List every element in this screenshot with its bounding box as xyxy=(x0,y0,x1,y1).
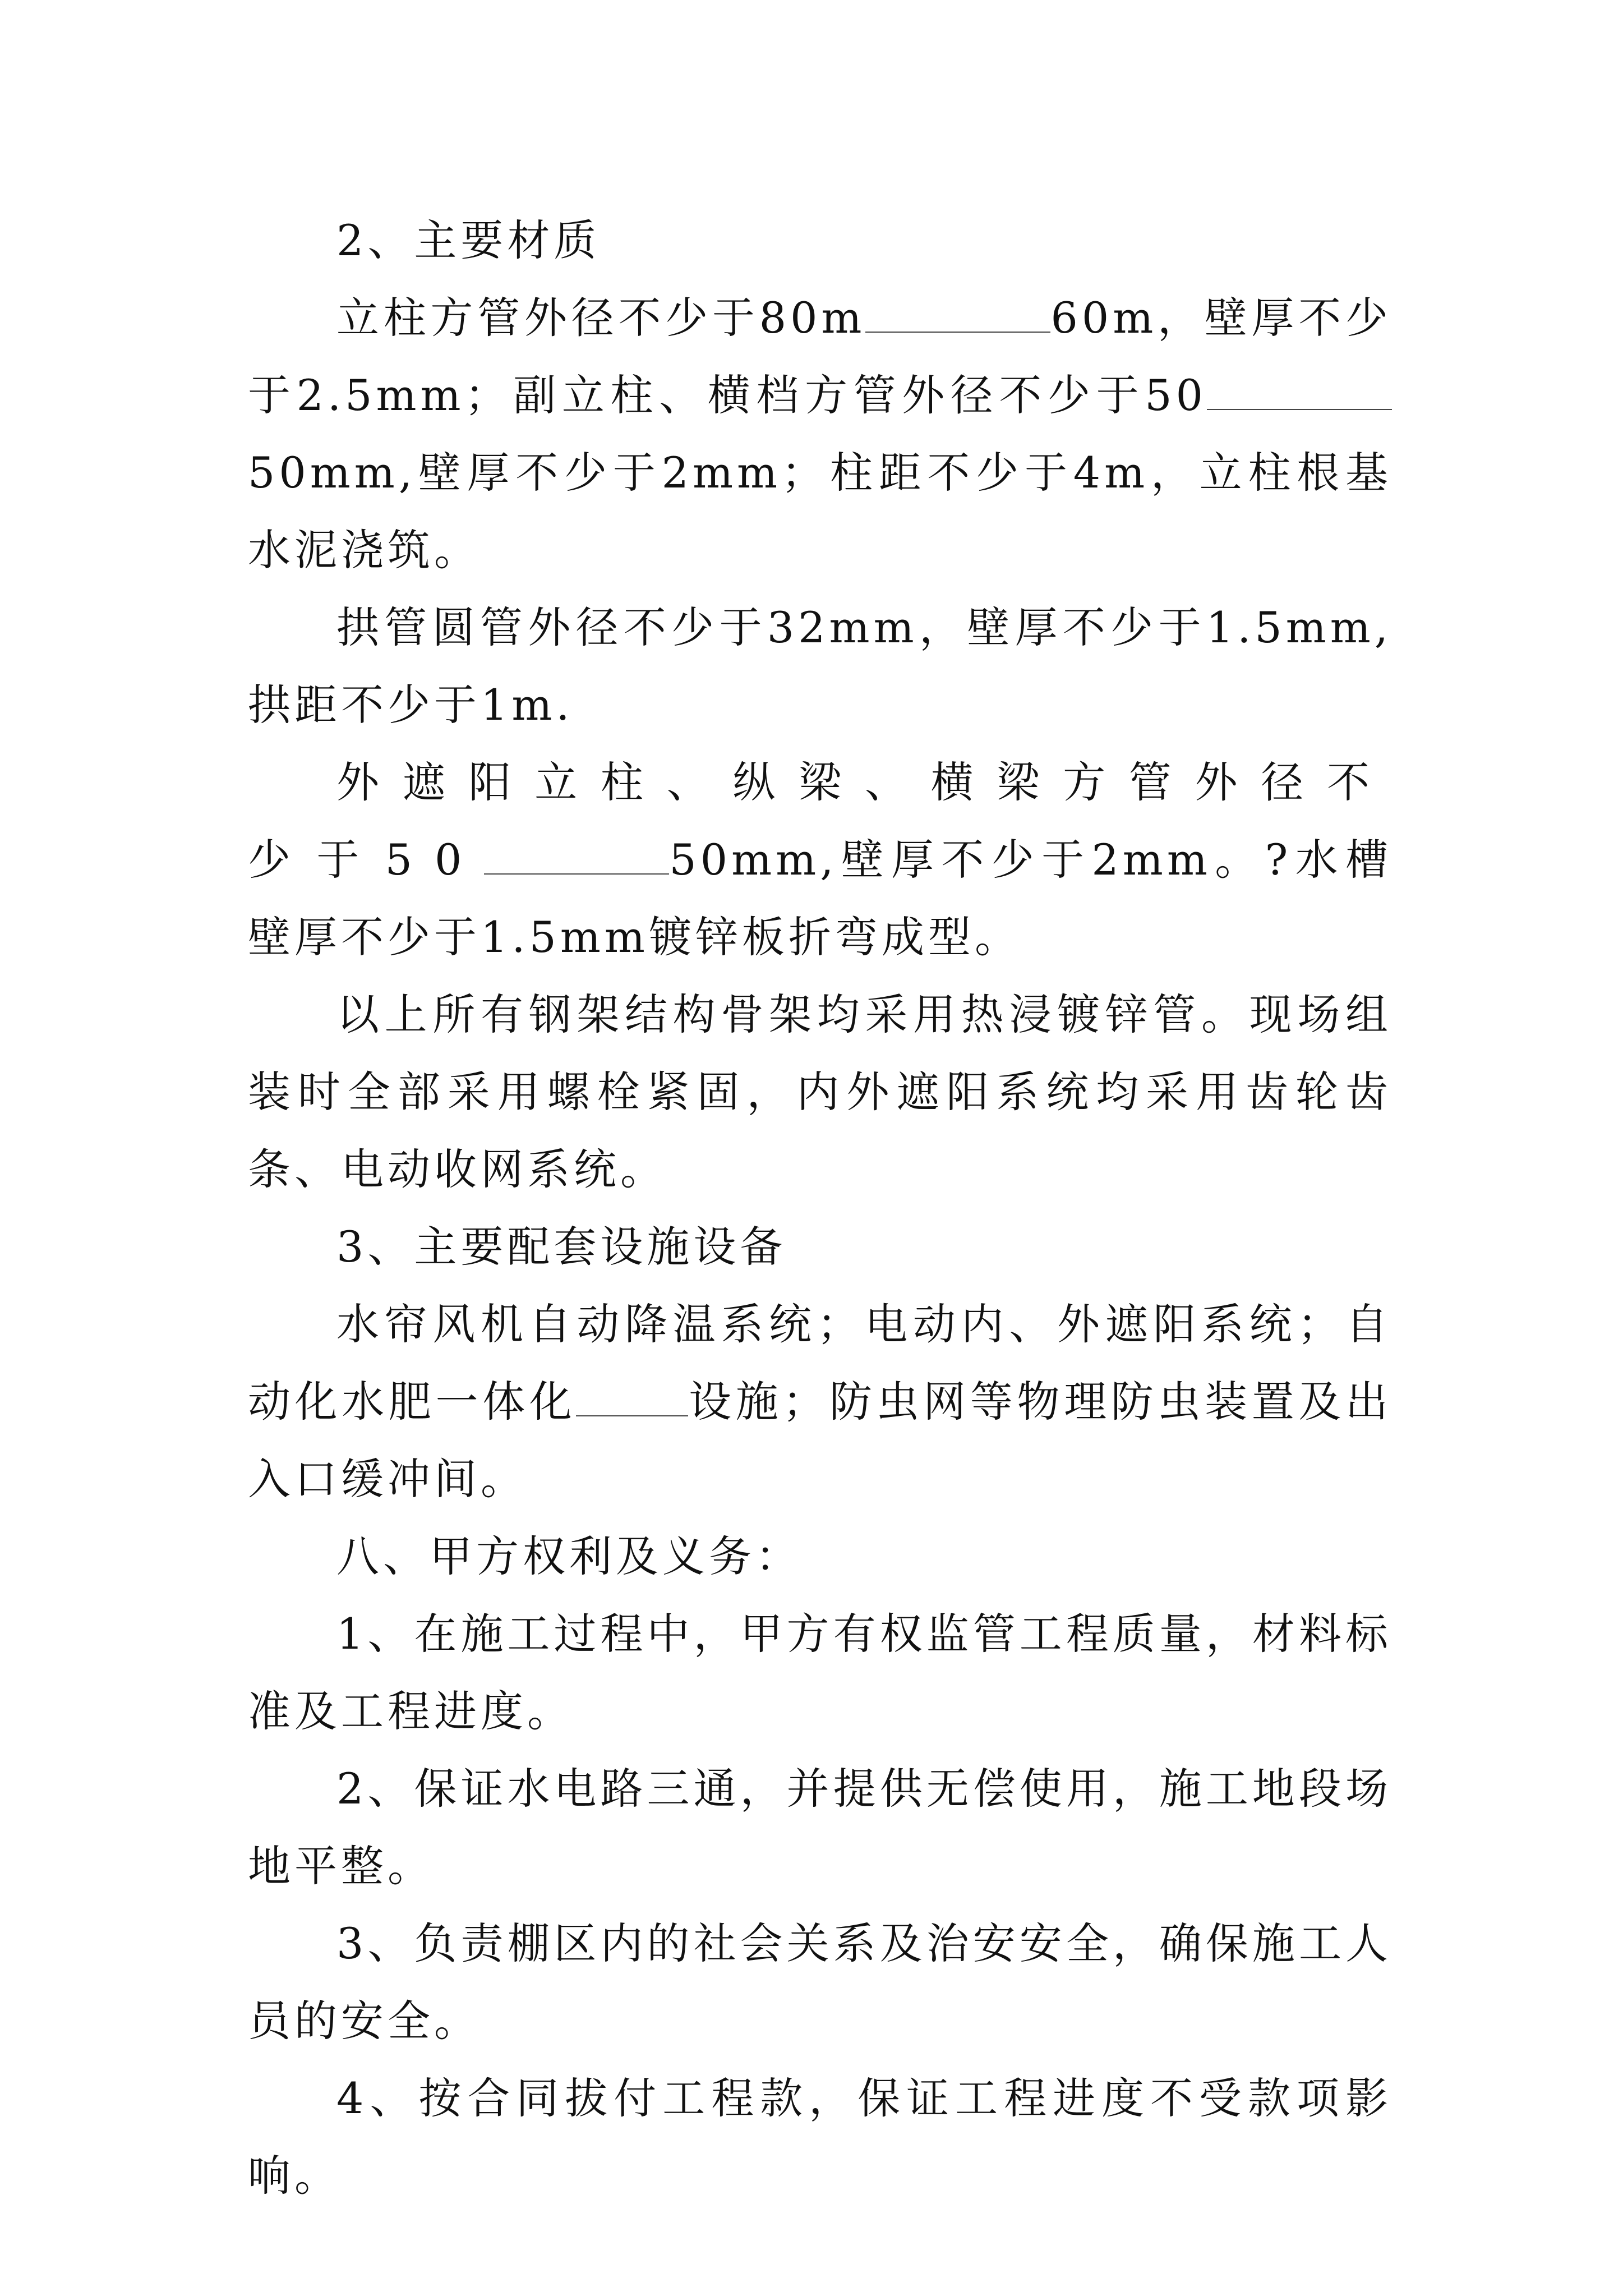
text-segment: 50mm,壁厚不少于2mm；柱距不少于4m，立柱根基水泥浇筑。 xyxy=(248,448,1392,575)
section-heading-facilities xyxy=(248,1208,1392,1286)
text-segment: 4、按合同拔付工程款，保证工程进度不受款项影响。 xyxy=(248,2073,1392,2201)
fill-blank xyxy=(576,1376,688,1416)
heading-text: 2、主要材质 xyxy=(336,215,601,265)
text-segment: 以上所有钢架结构骨架均采用热浸镀锌管。现场组装时全部采用螺栓紧固，内外遮阳系统均采用齿轮齿条、电动收网系统。 xyxy=(248,990,1392,1194)
text-segment: 1、在施工过程中，甲方有权监管工程质量，材料标准及工程进度。 xyxy=(248,1609,1392,1736)
heading-text: 3、主要配套设施设备 xyxy=(336,1222,787,1272)
text-segment: 2、保证水电路三通，并提供无偿使用，施工地段场地平整。 xyxy=(248,1764,1392,1891)
text-segment: 水帘风机自动降温系统；电动内、外遮阳系统；自动化水肥一体化 xyxy=(248,1299,1392,1427)
paragraph-arch-spec xyxy=(248,589,1392,744)
paragraph-facilities xyxy=(248,1286,1392,1518)
paragraph-party-a-item-4 xyxy=(248,2060,1392,2215)
text-segment: 设施；防虫网等物理防虫装置及出入口缓冲间。 xyxy=(248,1377,1393,1504)
text-segment: 外遮阳立柱、纵梁、横梁方管外径不少于50 xyxy=(248,757,1392,885)
paragraph-column-spec xyxy=(248,279,1392,589)
paragraph-shade-spec xyxy=(248,744,1392,976)
paragraph-party-a-item-1 xyxy=(248,1595,1392,1750)
paragraph-party-a-item-2 xyxy=(248,1750,1392,1905)
document-body xyxy=(248,202,1392,2215)
text-segment: 60m，壁厚不少于2.5mm；副立柱、横档方管外径不少于50 xyxy=(248,293,1392,420)
heading-text: 八、甲方权利及义务： xyxy=(336,1531,802,1581)
fill-blank xyxy=(1207,370,1392,410)
fill-blank xyxy=(865,292,1050,333)
text-segment: 立柱方管外径不少于80m xyxy=(336,293,866,343)
section-heading-party-a xyxy=(248,1518,1392,1595)
fill-blank xyxy=(484,834,669,875)
text-segment: 拱管圆管外径不少于32mm，壁厚不少于1.5mm,拱距不少于1m. xyxy=(248,602,1392,730)
text-segment: 50mm,壁厚不少于2mm。?水槽壁厚不少于1.5mm镀锌板折弯成型。 xyxy=(248,835,1392,962)
text-segment: 3、负责棚区内的社会关系及治安安全，确保施工人员的安全。 xyxy=(248,1918,1392,2046)
section-heading-materials xyxy=(248,202,1392,279)
paragraph-steel-frame xyxy=(248,976,1392,1208)
paragraph-party-a-item-3 xyxy=(248,1905,1392,2060)
